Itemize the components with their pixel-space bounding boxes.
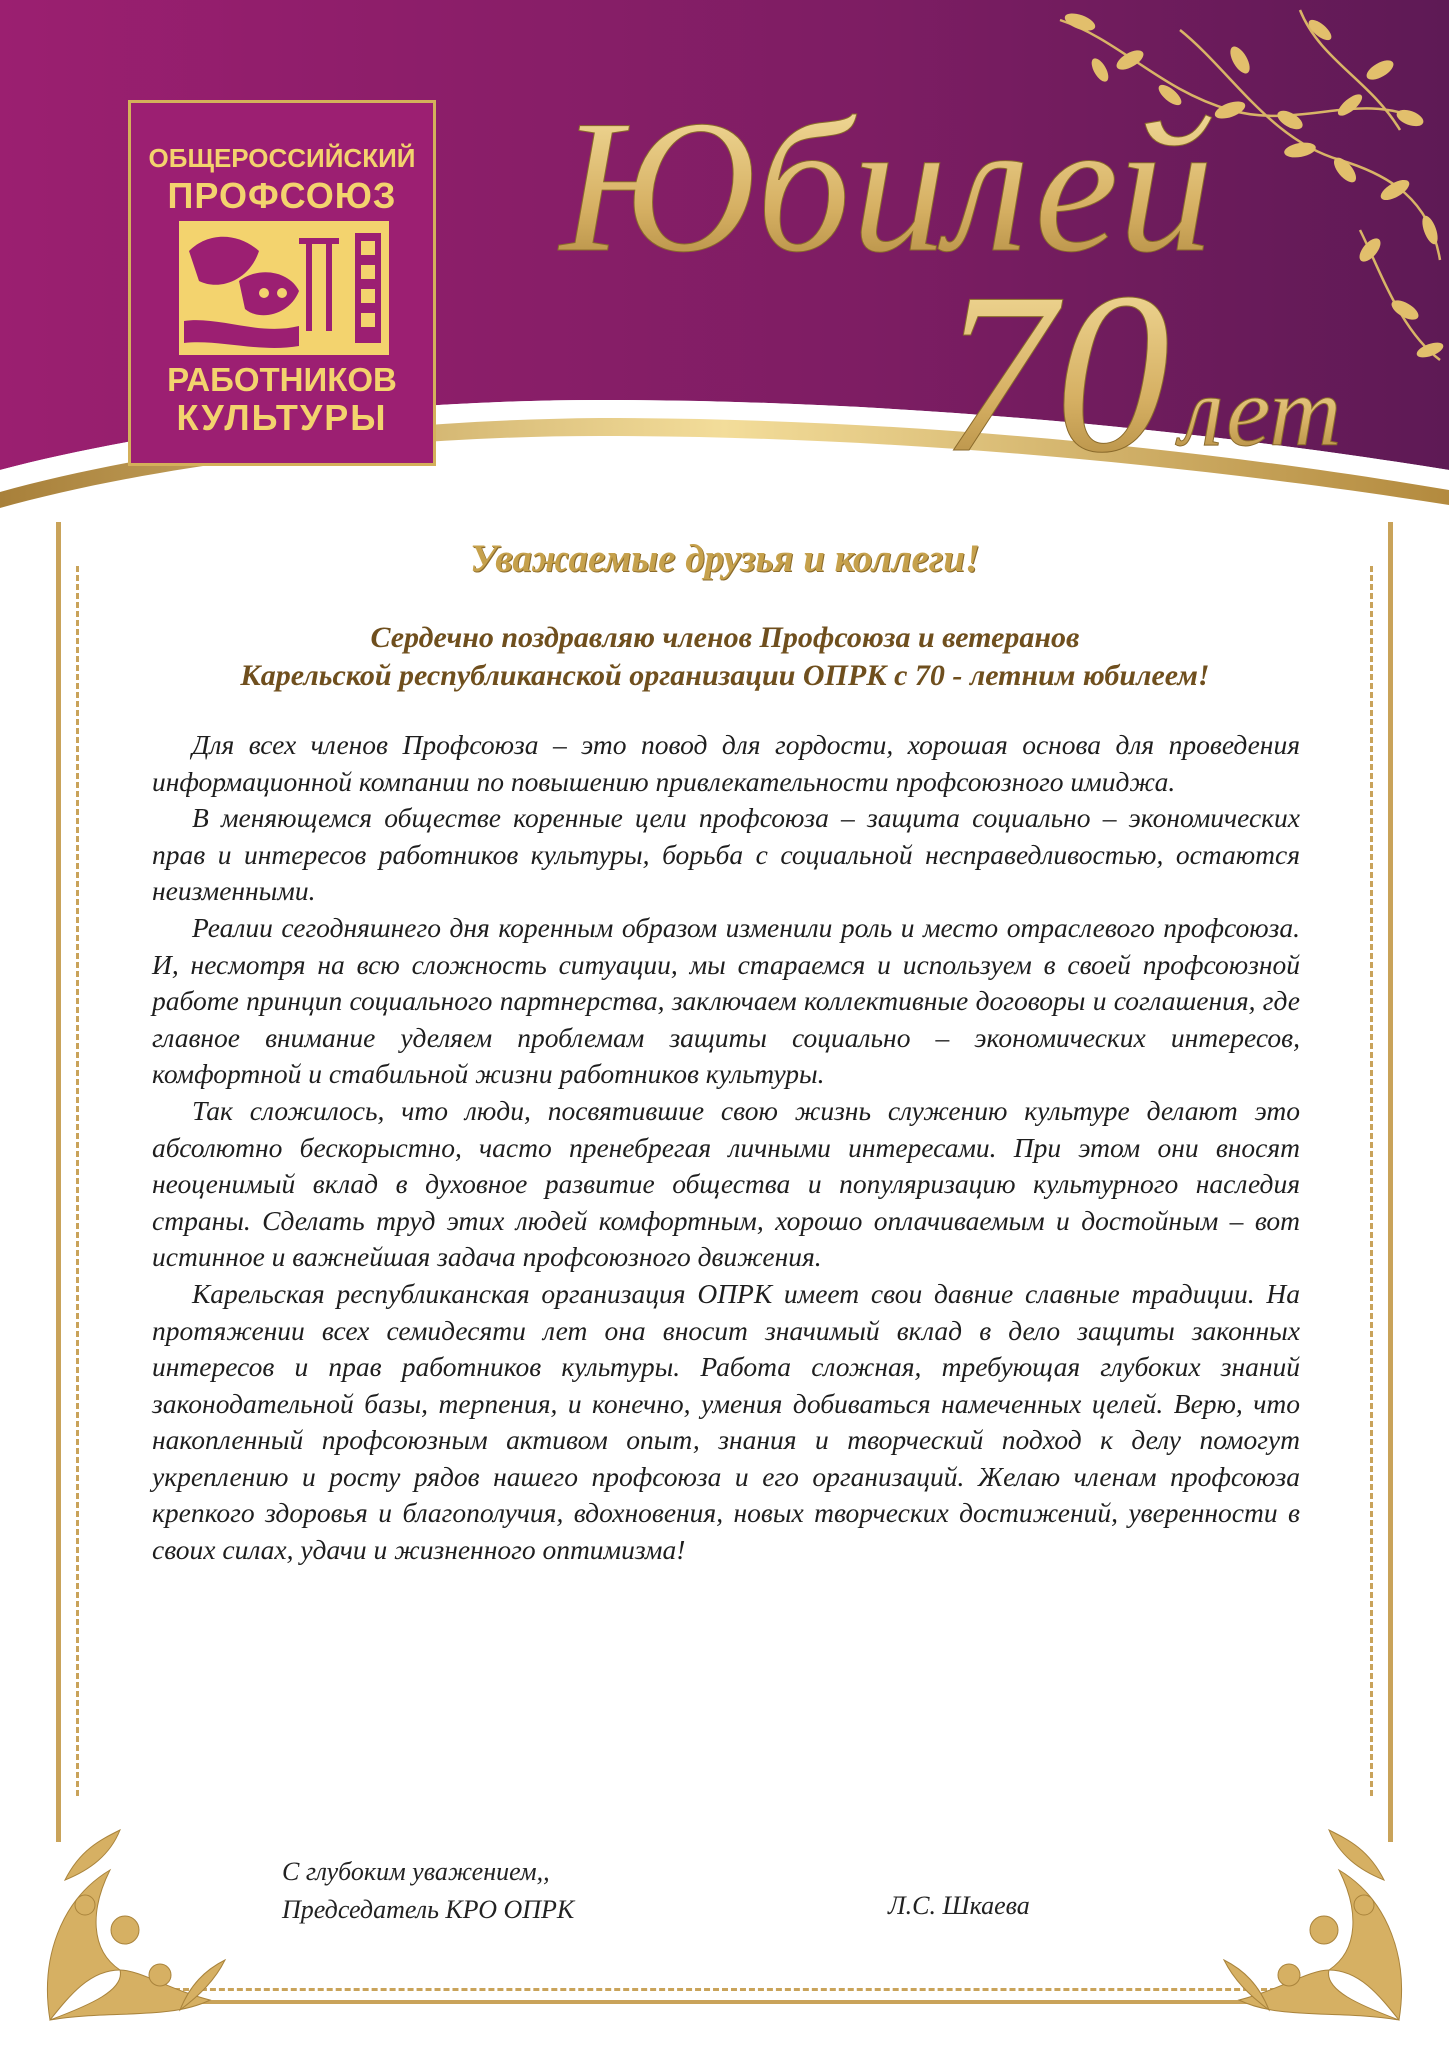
signature-name: Л.С. Шкаева [888,1891,1030,1920]
body-paragraph: Реалии сегодняшнего дня коренным образом изменили роль и место отраслевого профсоюза. И, несмотря на всю сложность ситуации, мы стараемся и используем в своей профсоюзной работе принцип социального партнерства, заключаем коллективные договоры и соглашения, где главное внимание уделяем проблемам защиты социально – экономических интересов, комфортной и стабильной жизни работников культуры. [152,911,1300,1090]
congratulation-heading [130,619,1320,695]
greeting-heading: Уважаемые друзья и коллеги! [469,537,981,580]
body-paragraph: В меняющемся обществе коренные цели профсоюза – защита социально – экономических прав и интересов работников культуры, борьба с социальной несправедливостью, остаются неизменными. [152,802,1300,907]
frame-left-dotted [76,566,79,1796]
body-paragraph: Для всех членов Профсоюза – это повод для гордости, хорошая основа для проведения информационной компании по повышению привлекательности профсоюзного имиджа. [152,729,1300,797]
frame-right-dotted [1370,566,1373,1796]
congrats-line-2: Карельской республиканской организации ОПРК с 70 - летним юбилеем! [240,659,1210,692]
logo-line-3: РАБОТНИКОВ [167,361,397,398]
signature-position: Председатель КРО ОПРК [282,1895,575,1924]
logo-line-4: КУЛЬТУРЫ [176,397,388,438]
culture-emblem-icon [179,221,389,355]
corner-ornament-right-icon [1219,1800,1419,2040]
body-paragraph: Карельская республиканская организация ОПРК имеет свои давние славные традиции. На протяжении всех семидесяти лет она вносит значимый вклад в дело защиты законных интересов и прав работников культуры. Работа сложная, требующая глубоких знаний законодательной базы, терпения, и конечно, умения добиваться намеченных целей. Верю, что накопленный профсоюзным активом опыт, знания и творческий подход к делу помогут укреплению и росту рядов нашего профсоюза и его организаций. Желаю членам профсоюза крепкого здоровья и благополучия, вдохновения, новых творческих достижений, уверенности в своих силах, удачи и жизненного оптимизма! [152,1277,1300,1566]
frame-left-line [56,522,61,1842]
body-paragraph: Так сложилось, что люди, посвятившие свою жизнь служению культуре делают это абсолютно бескорыстно, часто пренебрегая личными интересами. При этом они вносят неоценимый вклад в духовное развитие общества и популяризацию культурного наследия страны. Сделать труд этих людей комфортным, хорошо оплачиваемым и достойным – вот истинное и важнейшая задача профсоюзного движения. [152,1094,1300,1273]
congrats-line-1: Сердечно поздравляю членов Профсоюза и ветеранов [370,621,1080,654]
signature-closing: С глубоким уважением,, [282,1857,550,1886]
frame-bottom-dotted [165,1988,1285,1991]
frame-bottom-line [165,2000,1285,2004]
letter-body [152,727,1300,1569]
signature-block [282,1853,574,1929]
years-word: лет [1180,356,1342,467]
logo-line-1: ОБЩЕРОССИЙСКИЙ [148,143,416,173]
jubilee-word: Юбилей [560,82,1214,292]
logo-line-2: ПРОФСОЮЗ [167,175,397,216]
frame-right-line [1388,522,1393,1842]
years-number: 70 [940,250,1170,480]
corner-ornament-left-icon [30,1800,230,2040]
union-logo [128,100,436,466]
years-title [930,250,1350,480]
